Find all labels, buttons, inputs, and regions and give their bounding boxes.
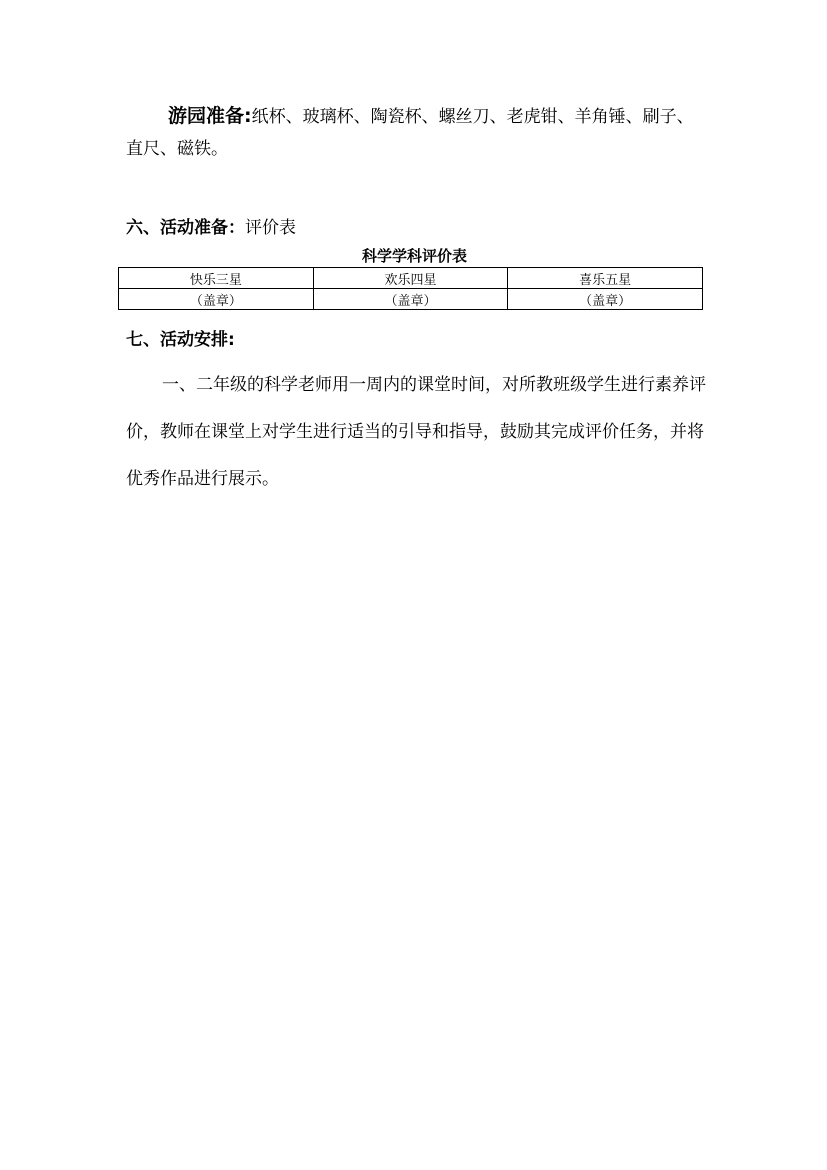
prep-text: 纸杯、玻璃杯、陶瓷杯、螺丝刀、老虎钳、羊角锤、刷子、直尺、磁铁。 [126, 107, 694, 159]
section-7-heading: 七、活动安排: [126, 330, 235, 350]
evaluation-table [118, 267, 703, 310]
arrangement-paragraph: 一、二年级的科学老师用一周内的课堂时间，对所教班级学生进行素养评价，教师在课堂上对学生进行适当的引导和指导，鼓励其完成评价任务，并将优秀作品进行展示。 [126, 375, 706, 489]
section-6 [126, 213, 296, 238]
table-cell: （盖章） [508, 289, 703, 310]
prep-paragraph [126, 100, 706, 165]
table-cell: （盖章） [313, 289, 508, 310]
table-cell: （盖章） [119, 289, 314, 310]
table-row [119, 289, 703, 310]
section-6-text: 评价表 [245, 218, 296, 238]
section-7 [126, 325, 235, 350]
table-caption: 科学学科评价表 [361, 247, 467, 265]
table-header-cell: 喜乐五星 [508, 268, 703, 289]
section-6-heading: 六、活动准备： [126, 218, 245, 238]
table-header-cell: 欢乐四星 [313, 268, 508, 289]
table-header-cell: 快乐三星 [119, 268, 314, 289]
table-header-row [119, 268, 703, 289]
prep-label: 游园准备: [168, 105, 252, 127]
